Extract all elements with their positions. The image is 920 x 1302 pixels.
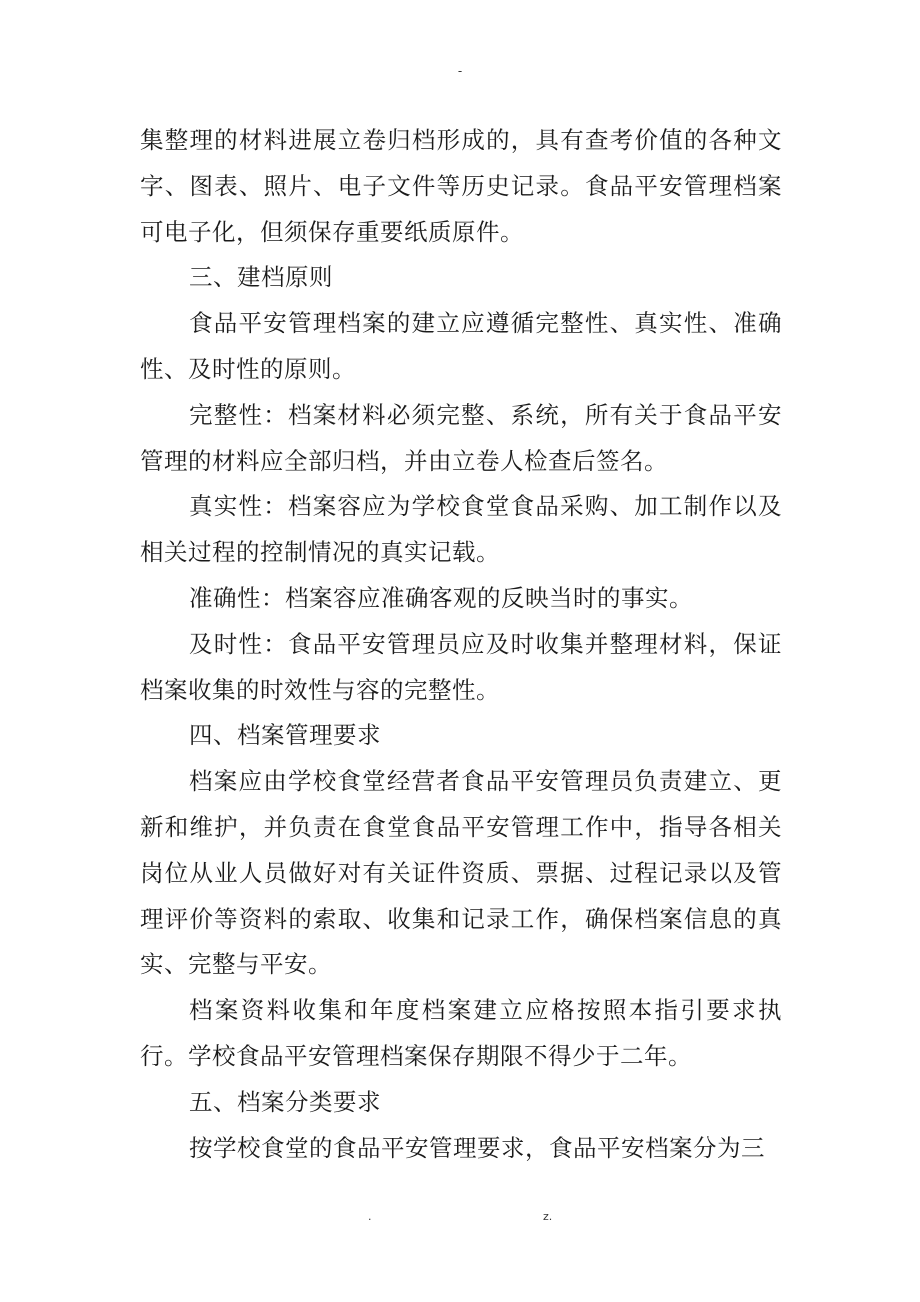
paragraph-authenticity: 真实性：档案容应为学校食堂食品采购、加工制作以及相关过程的控制情况的真实记载。 [140, 492, 782, 567]
paragraph-completeness: 完整性：档案材料必须完整、系统，所有关于食品平安管理的材料应全部归档，并由立卷人检查后签名。 [140, 400, 782, 475]
footer-mark-left: . [368, 1210, 372, 1223]
document-body [140, 118, 782, 1171]
footer-mark-right: z. [543, 1210, 553, 1223]
paragraph-accuracy: 准确性：档案容应准确客观的反映当时的事实。 [189, 583, 693, 612]
page-header-mark: - [457, 64, 463, 78]
section-heading-5: 五、档案分类要求 [189, 1087, 381, 1116]
paragraph-continuation: 集整理的材料进展立卷归档形成的，具有查考价值的各种文字、图表、照片、电子文件等历史记录。食品平安管理档案可电子化，但须保存重要纸质原件。 [140, 126, 782, 246]
section-heading-3: 三、建档原则 [189, 263, 333, 292]
paragraph-retention: 档案资料收集和年度档案建立应格按照本指引要求执行。学校食品平安管理档案保存期限不得少于二年。 [140, 996, 782, 1070]
paragraph-timeliness: 及时性：食品平安管理员应及时收集并整理材料，保证档案收集的时效性与容的完整性。 [140, 629, 782, 704]
paragraph-principles: 食品平安管理档案的建立应遵循完整性、真实性、准确性、及时性的原则。 [140, 309, 782, 383]
paragraph-classification: 按学校食堂的食品平安管理要求，食品平安档案分为三 [189, 1133, 765, 1162]
section-heading-4: 四、档案管理要求 [189, 721, 381, 750]
paragraph-management: 档案应由学校食堂经营者食品平安管理员负责建立、更新和维护，并负责在食堂食品平安管理工作中，指导各相关岗位从业人员做好对有关证件资质、票据、过程记录以及管理评价等资料的索取、收集和记录工作，确保档案信息的真实、完整与平安。 [140, 767, 782, 979]
